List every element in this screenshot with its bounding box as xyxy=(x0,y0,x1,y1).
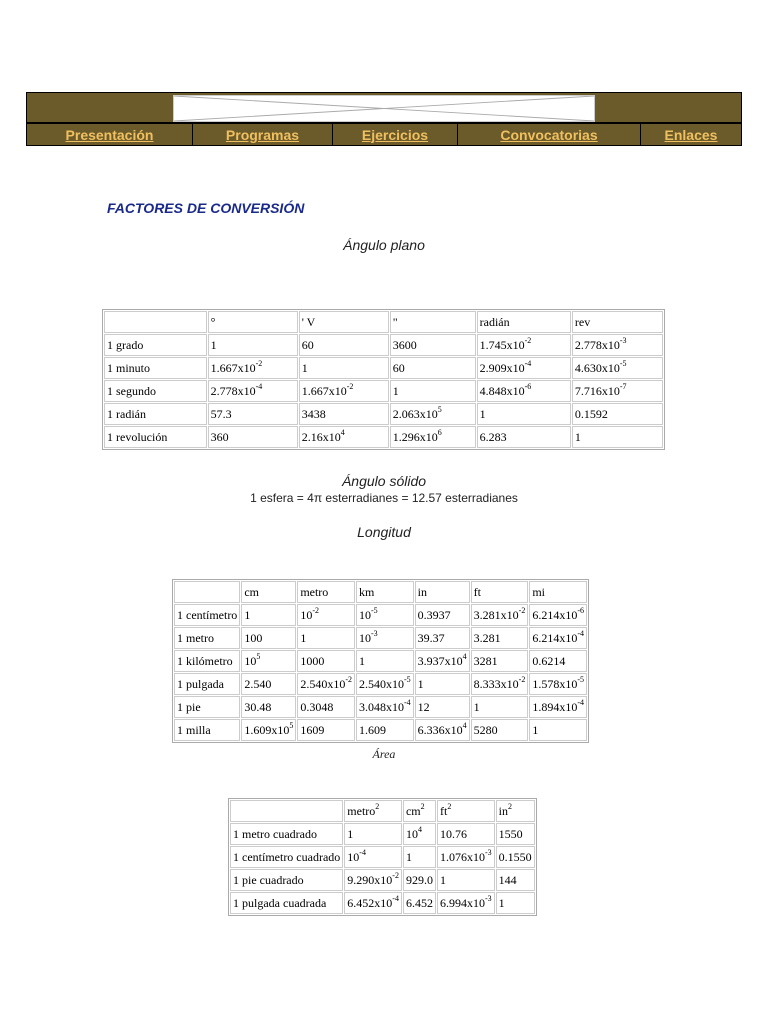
banner-top xyxy=(27,93,741,124)
table-row xyxy=(104,380,663,402)
table-cell: 60 xyxy=(390,357,476,379)
table-cell: 1 xyxy=(529,719,587,741)
table-cell: 1 xyxy=(403,846,436,868)
table-cell: 1 xyxy=(572,426,663,448)
table-row xyxy=(104,334,663,356)
table-angulo-plano xyxy=(102,309,665,450)
row-label-cell: 1 minuto xyxy=(104,357,207,379)
row-label-cell: 1 centímetro cuadrado xyxy=(230,846,343,868)
nav-ejercicios[interactable]: Ejercicios xyxy=(333,124,458,145)
table-cell: $7.716x10^{-7}$ xyxy=(572,380,663,402)
row-label-cell: 1 segundo xyxy=(104,380,207,402)
table-cell: $1.296x10^6$ xyxy=(390,426,476,448)
table-cell: $2.16x10^4$ xyxy=(299,426,389,448)
table-row xyxy=(174,604,587,626)
table-header-cell: km xyxy=(356,581,414,603)
table-header-cell: $cm^2$ xyxy=(403,800,436,822)
row-label-cell: 1 grado xyxy=(104,334,207,356)
table-row xyxy=(174,696,587,718)
table-cell: $10^{-2}$ xyxy=(297,604,355,626)
table-header-cell: " xyxy=(390,311,476,333)
table-row xyxy=(230,823,535,845)
table-cell: 1 xyxy=(356,650,414,672)
table-cell: $4.848x10^{-6}$ xyxy=(477,380,571,402)
table-header-cell: $in^2$ xyxy=(496,800,535,822)
table-cell: 1 xyxy=(344,823,402,845)
table-cell: $4.630x10^{-5}$ xyxy=(572,357,663,379)
table-cell: $3.281x10^{-2}$ xyxy=(471,604,529,626)
table-cell: 1609 xyxy=(297,719,355,741)
table-cell: $1.609x10^5$ xyxy=(241,719,296,741)
table-cell: $2.778x10^{-4}$ xyxy=(208,380,298,402)
nav-enlaces[interactable]: Enlaces xyxy=(664,126,718,143)
table-header-cell xyxy=(174,581,240,603)
table-header-cell: ° xyxy=(208,311,298,333)
table-cell: $9.290x10^{-2}$ xyxy=(344,869,402,891)
heading-angulo-solido: Ángulo sólido xyxy=(341,473,427,489)
table-cell: 144 xyxy=(496,869,535,891)
angulo-solido-text: 1 esfera = 4π esterradianes = 12.57 esterradianes xyxy=(250,491,518,505)
table-cell: 5280 xyxy=(471,719,529,741)
table-header-cell: rev xyxy=(572,311,663,333)
table-row xyxy=(174,627,587,649)
table-cell: $1.894x10^{-4}$ xyxy=(529,696,587,718)
table-cell: $1.076x10^{-3}$ xyxy=(437,846,495,868)
table-cell: $10^{-3}$ xyxy=(356,627,414,649)
table-cell: 39.37 xyxy=(415,627,470,649)
row-label-cell: 1 radián xyxy=(104,403,207,425)
heading-area: Área xyxy=(372,747,396,761)
table-cell: 1 xyxy=(471,696,529,718)
table-cell: 3600 xyxy=(390,334,476,356)
table-header-cell: metro xyxy=(297,581,355,603)
table-cell: 360 xyxy=(208,426,298,448)
table-cell: $2.909x10^{-4}$ xyxy=(477,357,571,379)
table-header-cell: mi xyxy=(529,581,587,603)
table-cell: 0.1592 xyxy=(572,403,663,425)
table-cell: 3.281 xyxy=(471,627,529,649)
heading-longitud: Longitud xyxy=(357,524,411,540)
table-header-row xyxy=(230,800,535,822)
table-cell: $6.452x10^{-4}$ xyxy=(344,892,402,914)
table-cell: $2.540x10^{-5}$ xyxy=(356,673,414,695)
table-cell: 10.76 xyxy=(437,823,495,845)
table-cell: $6.214x10^{-6}$ xyxy=(529,604,587,626)
table-header-cell: metro$^2$ xyxy=(344,800,402,822)
table-cell: 1.609 xyxy=(356,719,414,741)
table-cell: 1 xyxy=(208,334,298,356)
table-cell: 12 xyxy=(415,696,470,718)
table-cell: 1 xyxy=(299,357,389,379)
table-cell: 1550 xyxy=(496,823,535,845)
table-cell: $2.778x10^{-3}$ xyxy=(572,334,663,356)
table-cell: 0.6214 xyxy=(529,650,587,672)
table-cell: $10^4$ xyxy=(403,823,436,845)
table-longitud xyxy=(172,579,589,743)
header-banner xyxy=(26,92,742,146)
table-row xyxy=(174,650,587,672)
table-cell: $3.937x10^4$ xyxy=(415,650,470,672)
nav-presentacion[interactable]: Presentación xyxy=(27,124,193,145)
table-cell: $8.333x10^{-2}$ xyxy=(471,673,529,695)
table-row xyxy=(104,357,663,379)
table-cell: $10^5$ xyxy=(241,650,296,672)
row-label-cell: 1 milla xyxy=(174,719,240,741)
table-header-cell xyxy=(230,800,343,822)
table-header-cell: cm xyxy=(241,581,296,603)
nav-convocatorias[interactable]: Convocatorias xyxy=(458,124,641,145)
table-cell: 100 xyxy=(241,627,296,649)
table-cell: $1.745x10^{-2}$ xyxy=(477,334,571,356)
table-header-cell: ' V xyxy=(299,311,389,333)
table-cell: 2.540 xyxy=(241,673,296,695)
row-label-cell: 1 centímetro xyxy=(174,604,240,626)
heading-angulo-plano: Ángulo plano xyxy=(343,237,425,253)
page-title: FACTORES DE CONVERSIÓN xyxy=(107,200,305,216)
table-cell: 57.3 xyxy=(208,403,298,425)
table-cell: 6.283 xyxy=(477,426,571,448)
row-label-cell: 1 pie cuadrado xyxy=(230,869,343,891)
table-cell: 60 xyxy=(299,334,389,356)
table-cell: 0.1550 xyxy=(496,846,535,868)
table-cell: 1 xyxy=(241,604,296,626)
row-label-cell: 1 metro xyxy=(174,627,240,649)
table-cell: $2.540x10^{-2}$ xyxy=(297,673,355,695)
table-cell: 1 xyxy=(477,403,571,425)
table-cell: $10^{-5}$ xyxy=(356,604,414,626)
table-header-cell xyxy=(104,311,207,333)
table-cell: $1.667x10^{-2}$ xyxy=(208,357,298,379)
table-row xyxy=(230,869,535,891)
table-row xyxy=(104,403,663,425)
table-cell: 1 xyxy=(390,380,476,402)
table-cell: $1.578x10^{-5}$ xyxy=(529,673,587,695)
row-label-cell: 1 metro cuadrado xyxy=(230,823,343,845)
table-cell: 929.0 xyxy=(403,869,436,891)
nav-programas[interactable]: Programas xyxy=(193,124,333,145)
table-cell: 30.48 xyxy=(241,696,296,718)
table-row xyxy=(230,892,535,914)
table-header-cell: radián xyxy=(477,311,571,333)
table-cell: $6.336x10^4$ xyxy=(415,719,470,741)
table-cell: 1 xyxy=(415,673,470,695)
table-area xyxy=(228,798,537,916)
table-row xyxy=(174,719,587,741)
table-header-cell: $ft^2$ xyxy=(437,800,495,822)
row-label-cell: 1 pulgada cuadrada xyxy=(230,892,343,914)
row-label-cell: 1 pulgada xyxy=(174,673,240,695)
row-label-cell: 1 revolución xyxy=(104,426,207,448)
table-row xyxy=(104,426,663,448)
table-cell: 1 xyxy=(437,869,495,891)
table-header-cell: in xyxy=(415,581,470,603)
table-row xyxy=(174,673,587,695)
table-header-row xyxy=(104,311,663,333)
table-header-cell: ft xyxy=(471,581,529,603)
table-cell: 3438 xyxy=(299,403,389,425)
table-cell: 6.452 xyxy=(403,892,436,914)
table-cell: 0.3937 xyxy=(415,604,470,626)
table-header-row xyxy=(174,581,587,603)
table-cell: $1.667x10^{-2}$ xyxy=(299,380,389,402)
table-cell: $10^{-4}$ xyxy=(344,846,402,868)
main-nav xyxy=(27,124,741,145)
table-cell: $6.214x10^{-4}$ xyxy=(529,627,587,649)
table-cell: $2.063x10^5$ xyxy=(390,403,476,425)
table-cell: 1 xyxy=(496,892,535,914)
table-cell: $6.994x10^{-3}$ xyxy=(437,892,495,914)
table-cell: 0.3048 xyxy=(297,696,355,718)
row-label-cell: 1 kilómetro xyxy=(174,650,240,672)
table-row xyxy=(230,846,535,868)
table-cell: 1000 xyxy=(297,650,355,672)
row-label-cell: 1 pie xyxy=(174,696,240,718)
banner-image-placeholder xyxy=(173,95,595,122)
table-cell: 3281 xyxy=(471,650,529,672)
table-cell: $3.048x10^{-4}$ xyxy=(356,696,414,718)
table-cell: 1 xyxy=(297,627,355,649)
